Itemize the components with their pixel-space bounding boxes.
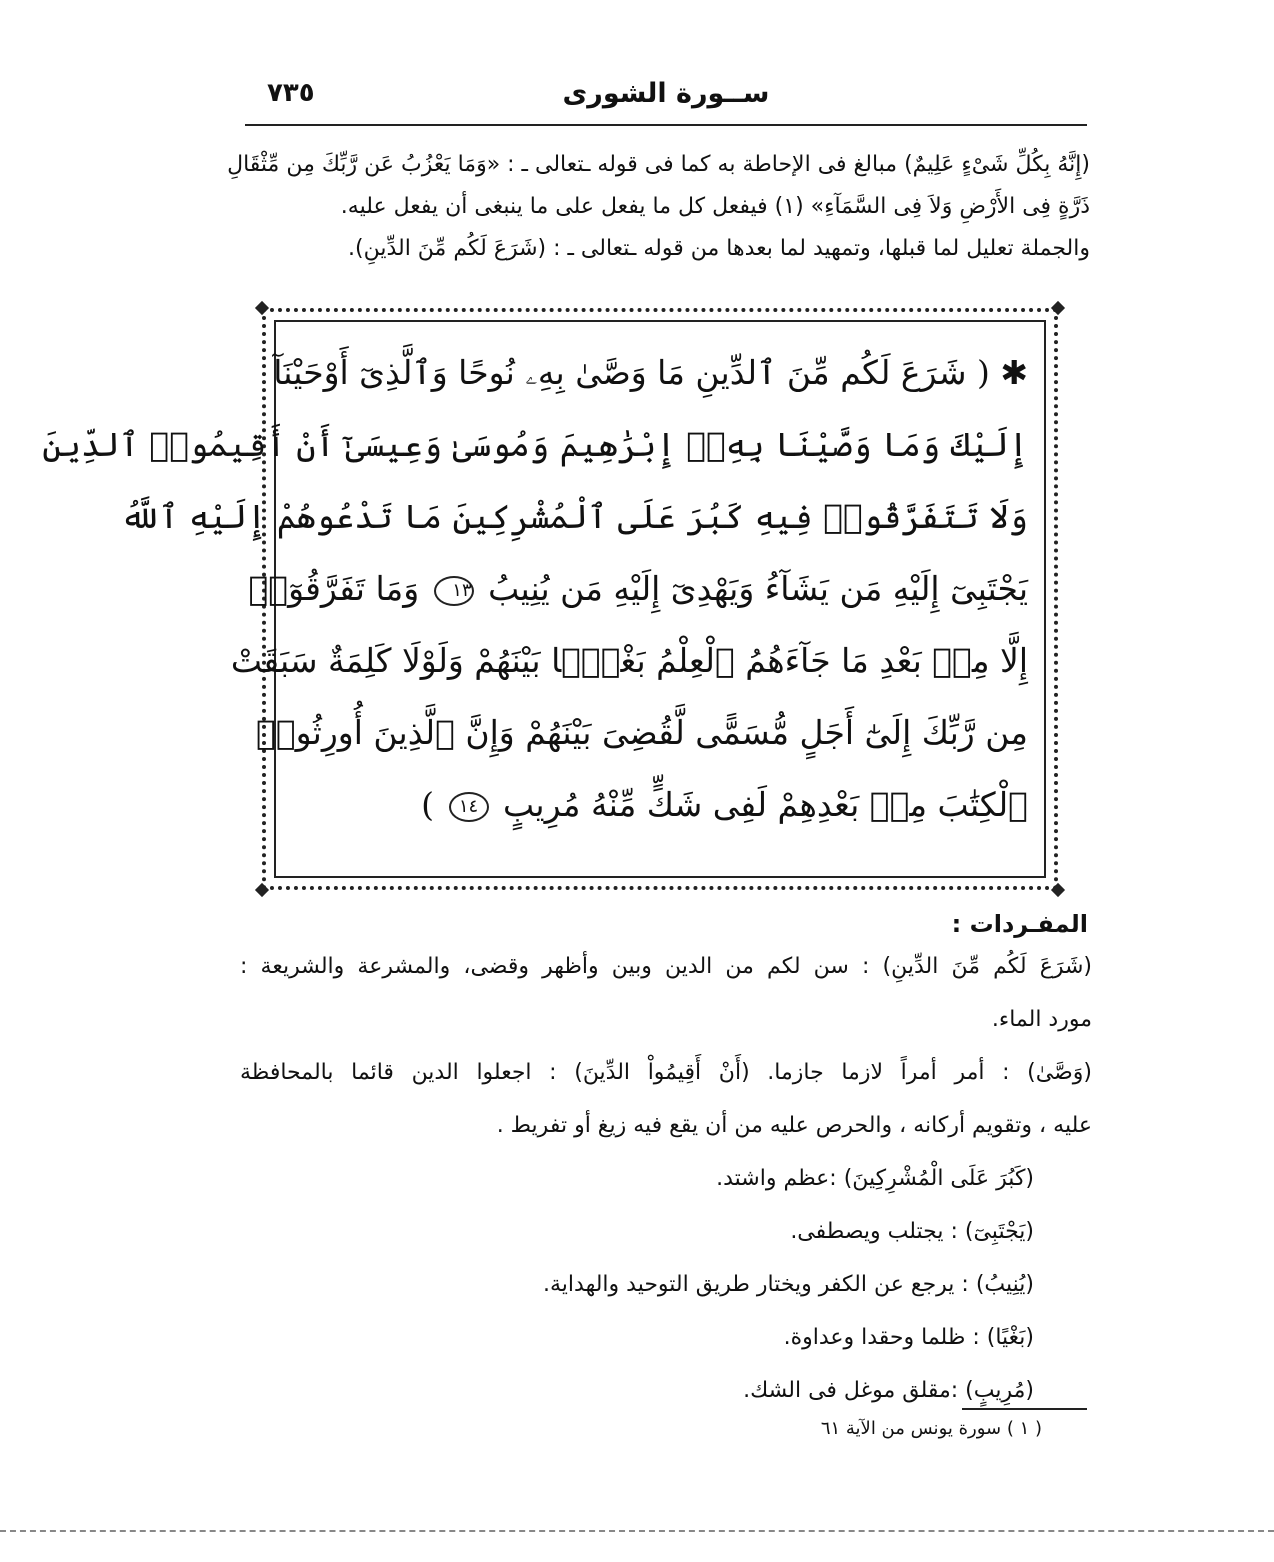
verse-segment: يَجْتَبِىٓ إِلَيْهِ مَن يَشَآءُ وَيَهْدِىٓ إِلَيْهِ مَن يُنِيبُ bbox=[488, 569, 1028, 608]
vocab-entry: عليه ، وتقويم أركانه ، والحرص عليه من أن يقع فيه زيغ أو تفريط . bbox=[496, 1113, 1092, 1138]
intro-line: ذَرَّةٍ فِى الأَرْضِ وَلاَ فِى السَّمَآءِ» (١) فيفعل كل ما يفعل على ما ينبغى أن يفعل عليه. bbox=[340, 194, 1090, 219]
verse-line bbox=[296, 780, 1028, 852]
vocab-entry: (مُرِيبٍ) :مقلق موغل فى الشك. bbox=[743, 1378, 1034, 1403]
verse-segment: وَمَا تَفَرَّقُوٓا۟ bbox=[248, 569, 420, 608]
ayah-number-marker: ١٣ bbox=[434, 576, 474, 606]
verse-line: مِن رَّبِّكَ إِلَىٰٓ أَجَلٍ مُّسَمًّى لَّقُضِىَ بَيْنَهُمْ وَإِنَّ ٱلَّذِينَ أُورِثُوا۟ bbox=[256, 713, 1028, 752]
vocab-entry: (يَجْتَبِىٓ) : يجتلب ويصطفى. bbox=[790, 1219, 1034, 1244]
ayah-number-marker: ١٤ bbox=[449, 792, 489, 822]
verse-line: وَلَا تَتَفَرَّقُوا۟ فِيهِ كَبُرَ عَلَى ٱلْمُشْرِكِينَ مَا تَدْعُوهُمْ إِلَيْهِ ٱللَّهُ bbox=[120, 497, 1028, 536]
verse-line: إِلَّا مِنۢ بَعْدِ مَا جَآءَهُمُ ٱلْعِلْمُ بَغْيًۢا بَيْنَهُمْ وَلَوْلَا كَلِمَةٌ سَبَقَتْ bbox=[230, 641, 1028, 680]
vocab-entry: (وَصَّىٰ) : أمر أمراً لازما جازما. (أَنْ أَقِيمُواْ الدِّينَ) : اجعلوا الدين قائما بالمحافظة bbox=[240, 1060, 1092, 1085]
surah-title: ســورة الشورى bbox=[562, 78, 770, 109]
vocab-entry: مورد الماء. bbox=[991, 1007, 1092, 1032]
vocab-entry: (شَرَعَ لَكُم مِّنَ الدِّينِ) : سن لكم من الدين وبين وأظهر وقضى، والمشرعة والشريعة : bbox=[240, 954, 1092, 979]
page-number: ٧٣٥ bbox=[267, 78, 315, 108]
quran-verse-text bbox=[42, 348, 1028, 852]
vocabulary-heading: المفـردات : bbox=[951, 910, 1088, 938]
intro-line: (إِنَّهُ بِكُلِّ شَىْءٍ عَلِيمٌ) مبالغ فى الإحاطة به كما فى قوله ـتعالى ـ : «وَمَا يَعْزُبُ عَن رَّبِّكَ مِن مِّثْقَالِ bbox=[227, 152, 1090, 177]
verse-frame bbox=[42, 308, 1058, 890]
intro-paragraph bbox=[227, 148, 1090, 274]
intro-line: والجملة تعليل لما قبلها، وتمهيد لما بعدها من قوله ـتعالى ـ : (شَرَعَ لَكُم مِّنَ الدِّينِ). bbox=[348, 236, 1090, 261]
vocab-entry: (بَغْيًا) : ظلما وحقدا وعداوة. bbox=[783, 1325, 1034, 1350]
vocabulary-section bbox=[240, 950, 1092, 1427]
vocab-entry: (يُنِيبُ) : يرجع عن الكفر ويختار طريق التوحيد والهداية. bbox=[543, 1272, 1034, 1297]
footnote-divider bbox=[962, 1408, 1087, 1410]
verse-line bbox=[248, 564, 1028, 636]
footnote: ( ١ ) سورة يونس من الآية ٦١ bbox=[820, 1418, 1042, 1439]
page-header bbox=[245, 78, 1087, 124]
verse-line: ✱ ( شَرَعَ لَكُم مِّنَ ٱلدِّينِ مَا وَصَّىٰ بِهِۦ نُوحًا وَٱلَّذِىٓ أَوْحَيْنَآ bbox=[273, 353, 1028, 392]
page-bottom-edge bbox=[0, 1530, 1274, 1532]
verse-line: إِلَيْكَ وَمَا وَصَّيْنَا بِهِۦٓ إِبْرَٰهِيمَ وَمُوسَىٰ وَعِيسَىٰٓ أَنْ أَقِيمُوا۟ ٱلدِّينَ bbox=[42, 425, 1028, 464]
verse-segment: ٱلْكِتَٰبَ مِنۢ بَعْدِهِمْ لَفِى شَكٍّ مِّنْهُ مُرِيبٍ bbox=[503, 785, 1028, 824]
vocab-entry: (كَبُرَ عَلَى الْمُشْرِكِينَ) :عظم واشتد. bbox=[716, 1166, 1034, 1191]
header-divider bbox=[245, 124, 1087, 126]
verse-closing-paren: ) bbox=[421, 785, 435, 824]
